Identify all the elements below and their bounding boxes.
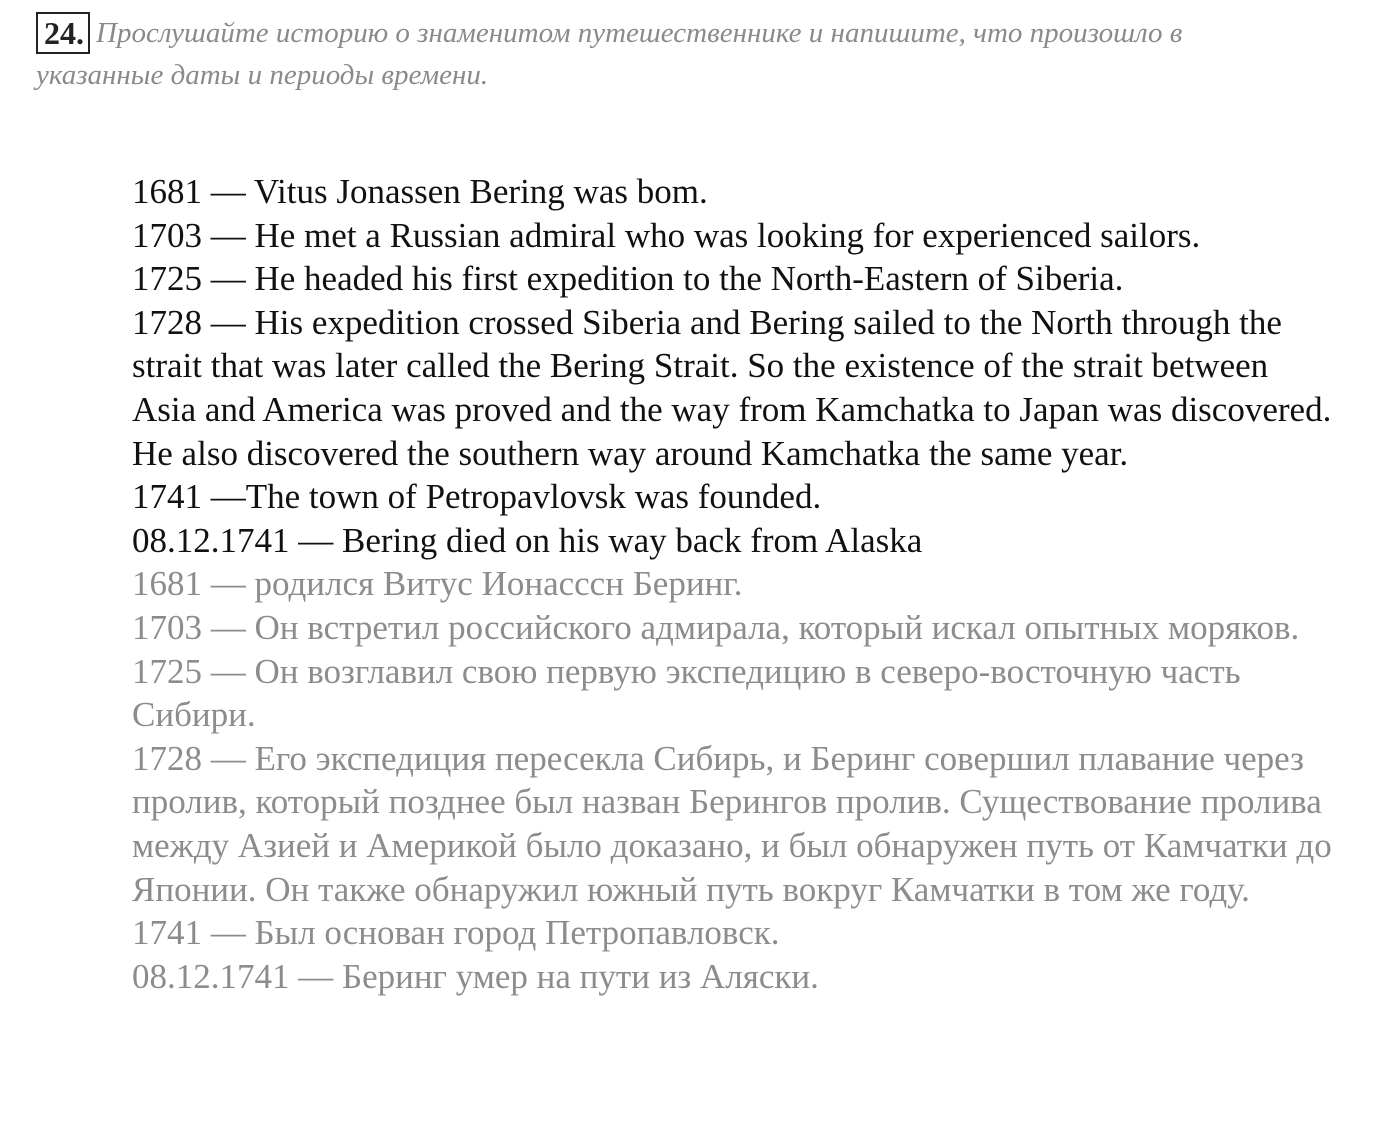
english-line: 1703 — He met a Russian admiral who was looking for experienced sailors. xyxy=(132,215,1201,255)
english-line: 1681 — Vitus Jonassen Bering was bom. xyxy=(132,172,708,211)
russian-line: 1681 — родился Витус Ионасссн Беринг. xyxy=(132,564,743,604)
russian-line: 1728 — Его экспедиция пересекла Сибирь, и Беринг совершил плавание через пролив, который позднее был назван Берингов пролив. Существование пролива между Азией и Америкой было доказано, и был обнаружен путь от Камчатки до Японии. Он также обнаружил южный путь вокруг Камчатки в том же году. xyxy=(132,738,1332,909)
russian-line: 1725 — Он возглавил свою первую экспедицию в северо-восточную часть Сибири. xyxy=(132,651,1241,735)
russian-line: 1703 — Он встретил российского адмирала, который искал опытных моряков. xyxy=(132,607,1300,647)
english-line: 1728 — His expedition crossed Siberia and Bering sailed to the North through the strait that was later called the Bering Strait. So the existence of the strait between Asia and America was proved and the way from Kamchatka to Japan was discovered. He also discovered the southern way around Kamchatka the same year. xyxy=(132,302,1332,473)
russian-line: 1741 — Был основан город Петропавловск. xyxy=(132,913,780,953)
english-line: 1725 — He headed his first expedition to the North-Eastern of Siberia. xyxy=(132,259,1124,299)
russian-line: 08.12.1741 — Беринг умер на пути из Аляски. xyxy=(132,956,819,996)
english-line: 08.12.1741 — Bering died on his way back from Alaska xyxy=(132,520,923,560)
task-instruction: Прослушайте историю о знаменитом путешественнике и напишите, что произошло в указанные даты и периоды времени. xyxy=(36,17,1183,91)
task-header xyxy=(36,14,1236,94)
answer-block xyxy=(132,170,1332,998)
task-number: 24. xyxy=(36,12,90,54)
english-line: 1741 —The town of Petropavlovsk was founded. xyxy=(132,477,822,517)
